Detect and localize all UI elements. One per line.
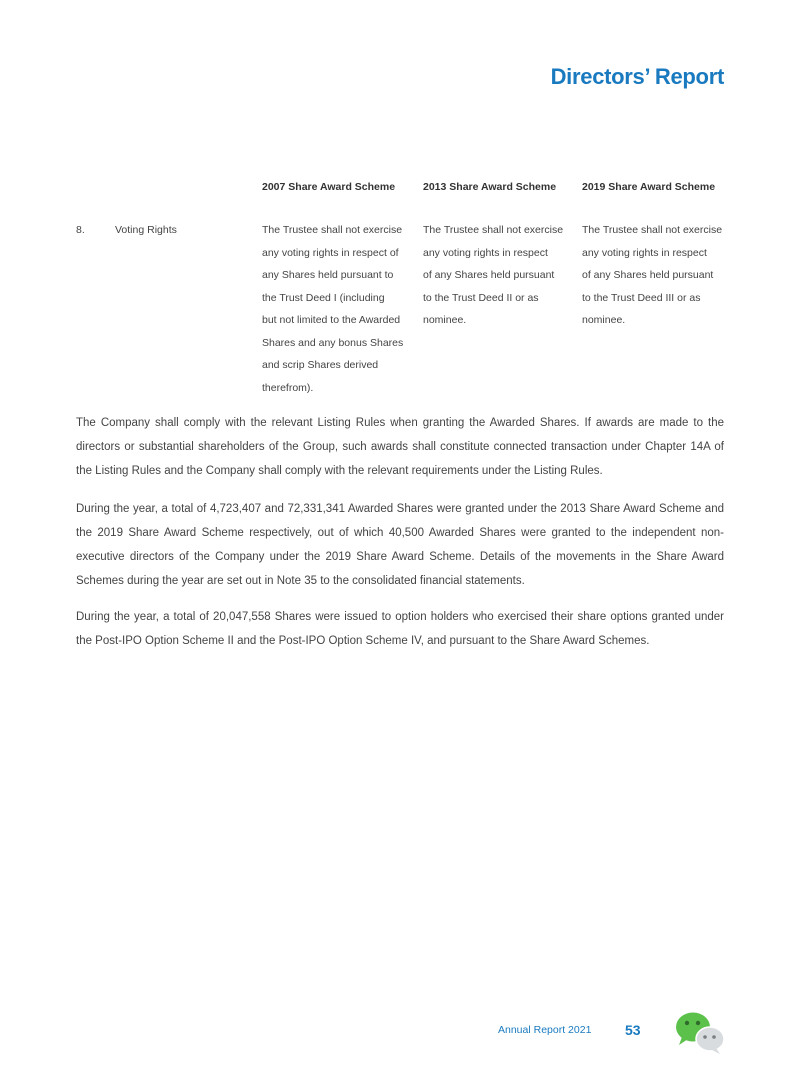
table-cell-2013 xyxy=(423,219,573,332)
cell-line: nominee. xyxy=(582,314,626,326)
table-cell-2007 xyxy=(262,219,412,399)
cell-line: The Trustee shall not exercise xyxy=(423,224,564,236)
cell-line: but not limited to the Awarded xyxy=(262,314,401,326)
paragraph-awarded-shares: During the year, a total of 4,723,407 and 72,331,341 Awarded Shares were granted under the 2013 Share Award Scheme and the 2019 Share Award Scheme respectively, out of which 40,500 Awarded Shares were granted to the independent non-executive directors of the Company under the 2019 Share Award Scheme. Details of the movements in the Share Award Schemes during the year are set out in Note 35 to the consolidated financial statements. xyxy=(76,503,724,587)
cell-line: to the Trust Deed II or as xyxy=(423,291,539,304)
cell-line: and scrip Shares derived xyxy=(262,359,379,371)
footer-report-name: Annual Report 2021 xyxy=(498,1024,592,1036)
paragraph-shares-issued: During the year, a total of 20,047,558 Shares were issued to option holders who exercised their share options granted under the Post-IPO Option Scheme II and the Post-IPO Option Scheme IV, and pursuant to the Share Award Schemes. xyxy=(76,611,724,647)
table-row-label: Voting Rights xyxy=(115,224,177,236)
table-header-2007: 2007 Share Award Scheme xyxy=(262,181,396,193)
cell-line: Shares and any bonus Shares xyxy=(262,336,404,349)
page-title: Directors’ Report xyxy=(550,64,724,89)
cell-line: of any Shares held pursuant xyxy=(582,269,714,281)
cell-line: The Trustee shall not exercise xyxy=(262,224,403,236)
cell-line: any Shares held pursuant to xyxy=(262,269,394,281)
page-number: 53 xyxy=(625,1022,641,1038)
cell-line: therefrom). xyxy=(262,381,314,394)
table-header-2013: 2013 Share Award Scheme xyxy=(423,181,557,193)
cell-line: to the Trust Deed III or as xyxy=(582,291,701,304)
cell-line: any voting rights in respect xyxy=(423,246,548,259)
cell-line: nominee. xyxy=(423,314,467,326)
table-header-2019: 2019 Share Award Scheme xyxy=(582,181,716,193)
cell-line: the Trust Deed I (including xyxy=(262,291,385,304)
cell-line: any voting rights in respect of xyxy=(262,246,399,259)
table-cell-2019 xyxy=(582,219,732,332)
cell-line: of any Shares held pursuant xyxy=(423,269,555,281)
cell-line: any voting rights in respect xyxy=(582,246,707,259)
paragraph-listing-rules: The Company shall comply with the relevant Listing Rules when granting the Awarded Shares. If awards are made to the directors or substantial shareholders of the Group, such awards shall constitute connected transaction under Chapter 14A of the Listing Rules and the Company shall comply with the relevant requirements under the Listing Rules. xyxy=(76,417,724,477)
cell-line: The Trustee shall not exercise xyxy=(582,224,723,236)
wechat-logo-icon xyxy=(674,1010,726,1054)
table-row-number: 8. xyxy=(76,224,85,236)
